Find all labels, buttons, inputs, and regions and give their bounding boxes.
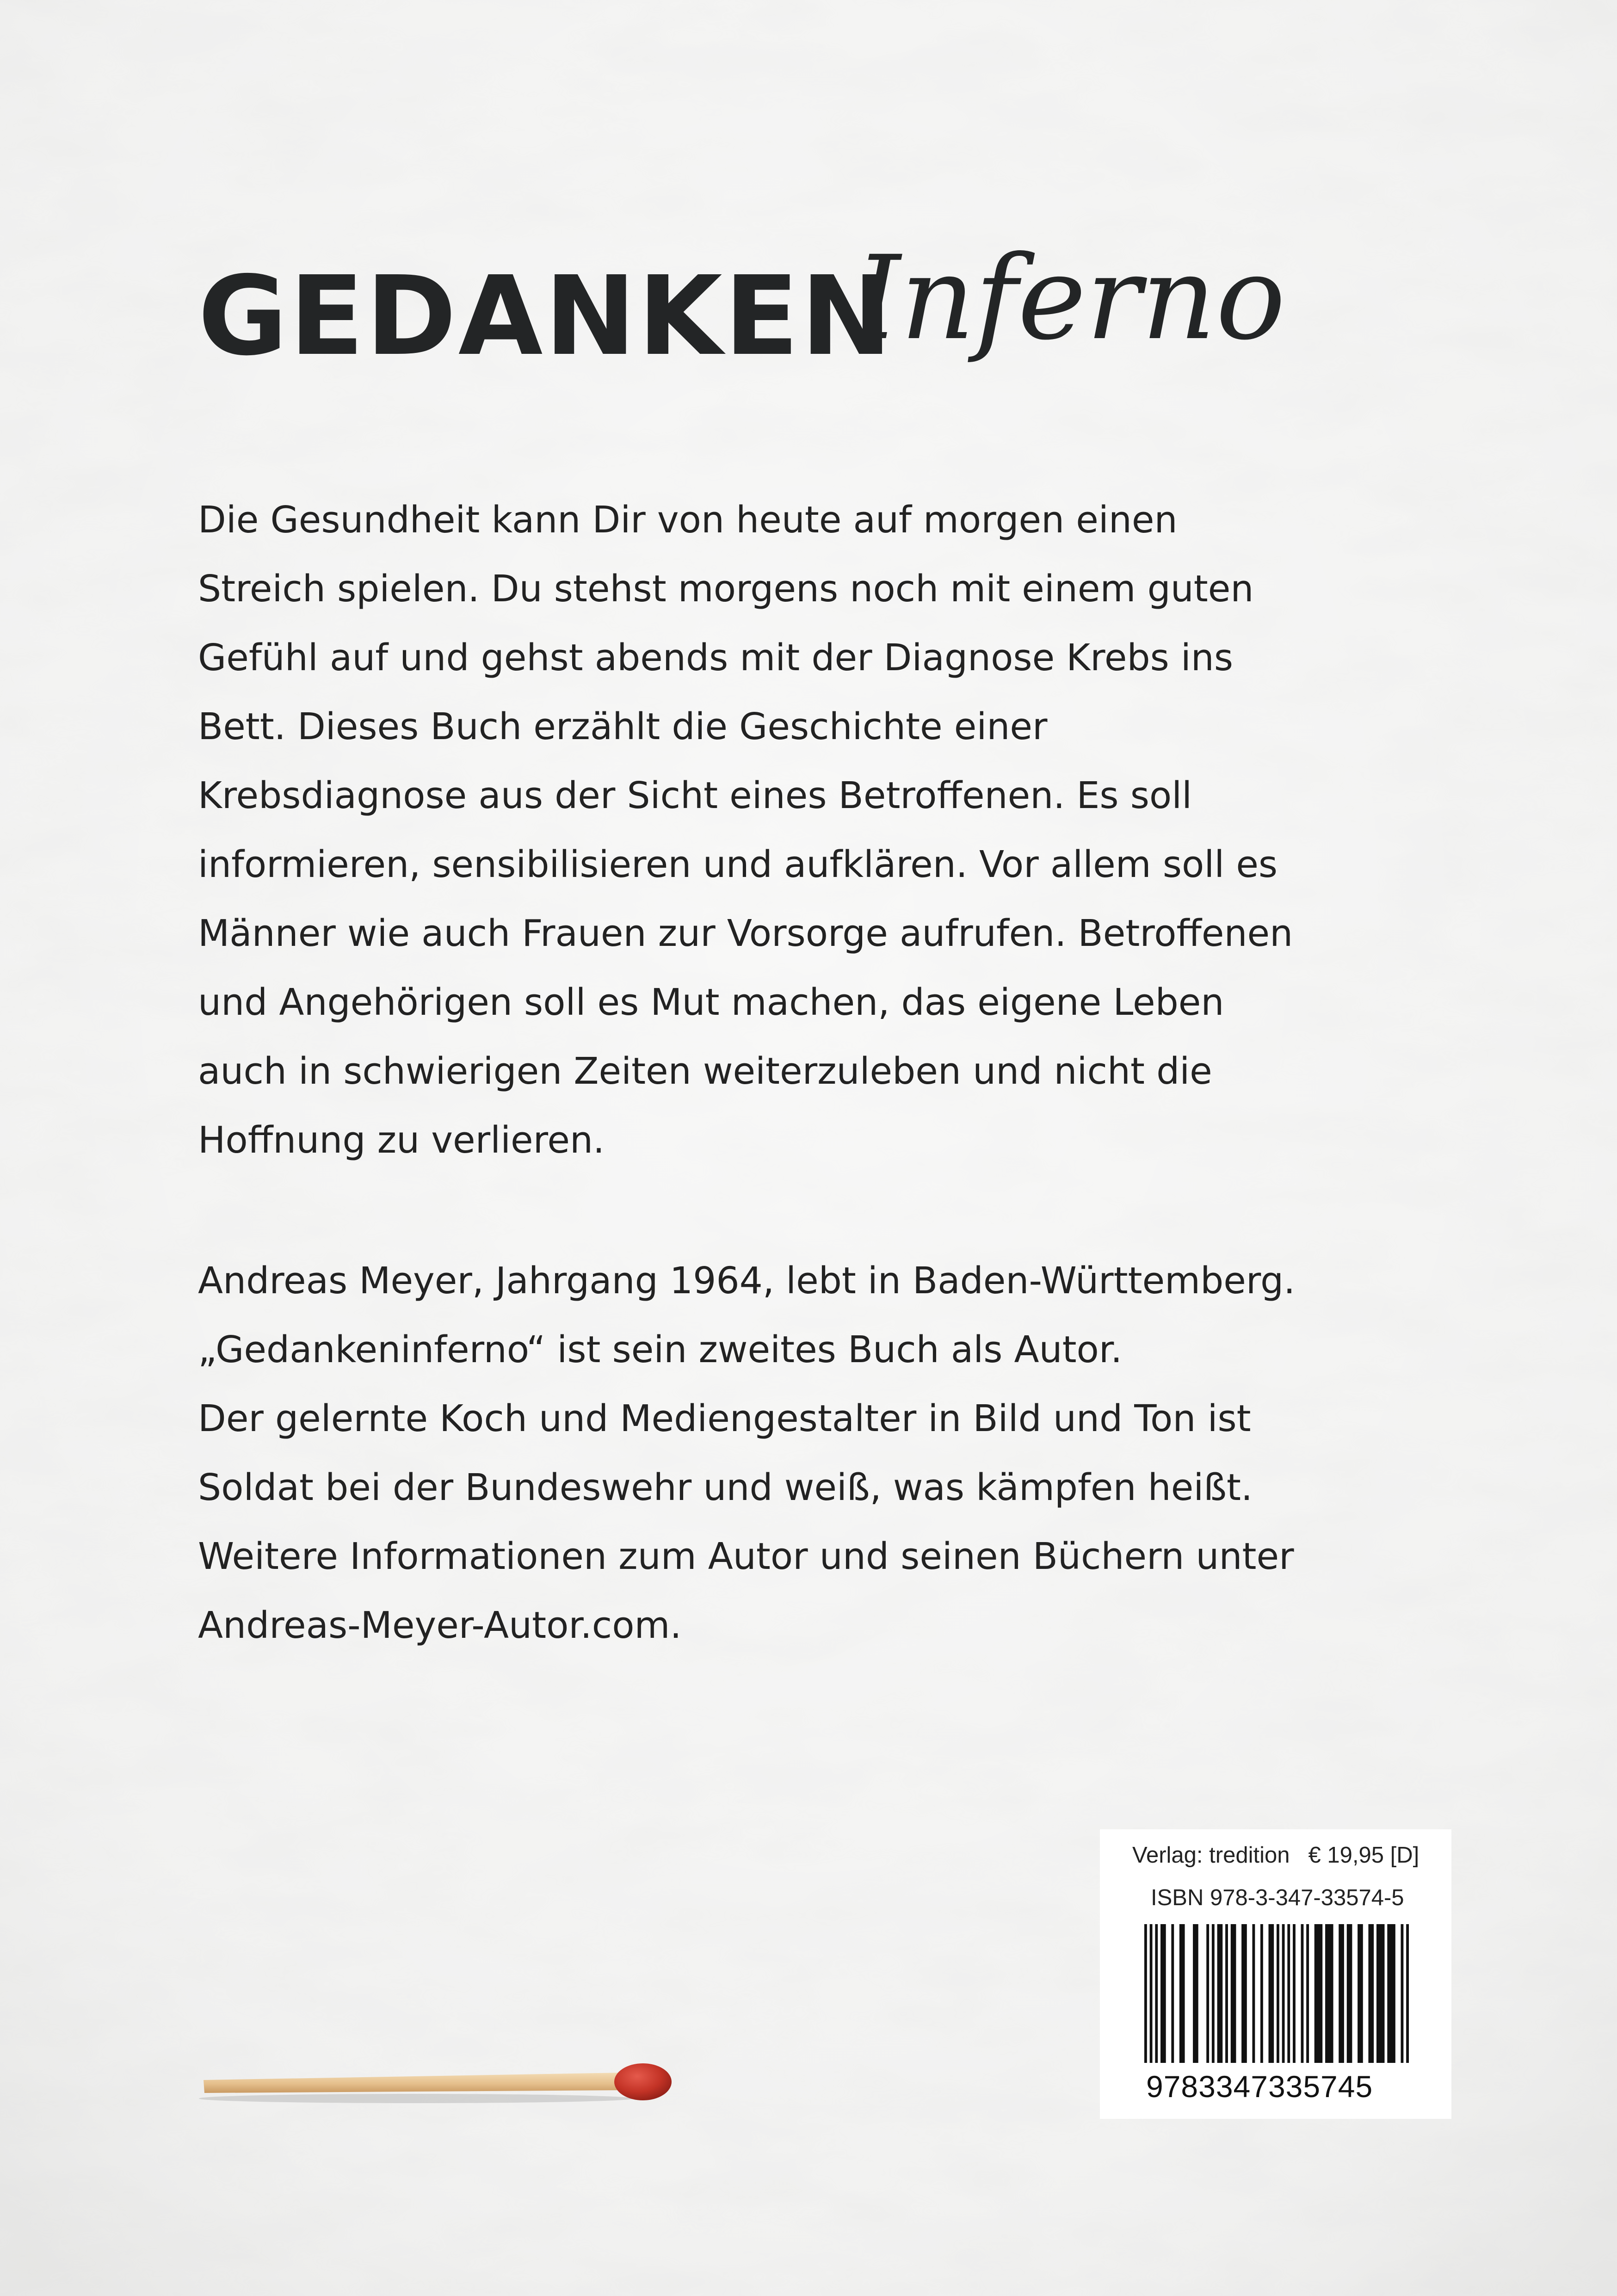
description-line: Gefühl auf und gehst abends mit der Diagnose Krebs ins <box>198 636 1234 679</box>
author-line: Weitere Informationen zum Autor und seinen Büchern unter <box>198 1535 1294 1578</box>
barcode <box>1144 1924 1409 2063</box>
author-website: Andreas-Meyer-Autor.com. <box>198 1604 682 1647</box>
description-line: Die Gesundheit kann Dir von heute auf morgen einen <box>198 499 1178 541</box>
author-line: Der gelernte Koch und Mediengestalter in Bild und Ton ist <box>198 1397 1251 1440</box>
isbn-number: ISBN 978-3-347-33574-5 <box>1151 1885 1404 1910</box>
author-line: Soldat bei der Bundeswehr und weiß, was kämpfen heißt. <box>198 1466 1253 1509</box>
author-line: Andreas Meyer, Jahrgang 1964, lebt in Baden-Württemberg. <box>198 1259 1296 1302</box>
publisher: Verlag: tredition <box>1132 1843 1290 1868</box>
isbn-box <box>1100 1829 1451 2119</box>
title-main: GEDANKEN <box>198 253 894 380</box>
book-title <box>198 231 1401 416</box>
description-line: informieren, sensibilisieren und aufklären. Vor allem soll es <box>198 843 1278 886</box>
description-line: Männer wie auch Frauen zur Vorsorge aufrufen. Betroffenen <box>198 912 1293 955</box>
description-line: Bett. Dieses Buch erzählt die Geschichte einer <box>198 705 1048 748</box>
description-paragraph <box>198 486 1456 1175</box>
description-line: Streich spielen. Du stehst morgens noch mit einem guten <box>198 568 1254 610</box>
price: € 19,95 [D] <box>1308 1843 1420 1868</box>
publisher-price-line <box>1132 1842 1419 1868</box>
author-line: „Gedankeninferno“ ist sein zweites Buch als Autor. <box>198 1328 1123 1371</box>
description-line: Krebsdiagnose aus der Sicht eines Betroffenen. Es soll <box>198 774 1192 817</box>
matchstick-icon <box>199 2056 680 2107</box>
description-line: und Angehörigen soll es Mut machen, das eigene Leben <box>198 981 1224 1024</box>
title-script: Inferno <box>855 231 1286 365</box>
author-paragraph <box>198 1247 1456 1660</box>
ean-digits: 9783347335745 <box>1146 2069 1373 2104</box>
description-line: auch in schwierigen Zeiten weiterzuleben und nicht die <box>198 1050 1212 1092</box>
description-line: Hoffnung zu verlieren. <box>198 1119 605 1161</box>
